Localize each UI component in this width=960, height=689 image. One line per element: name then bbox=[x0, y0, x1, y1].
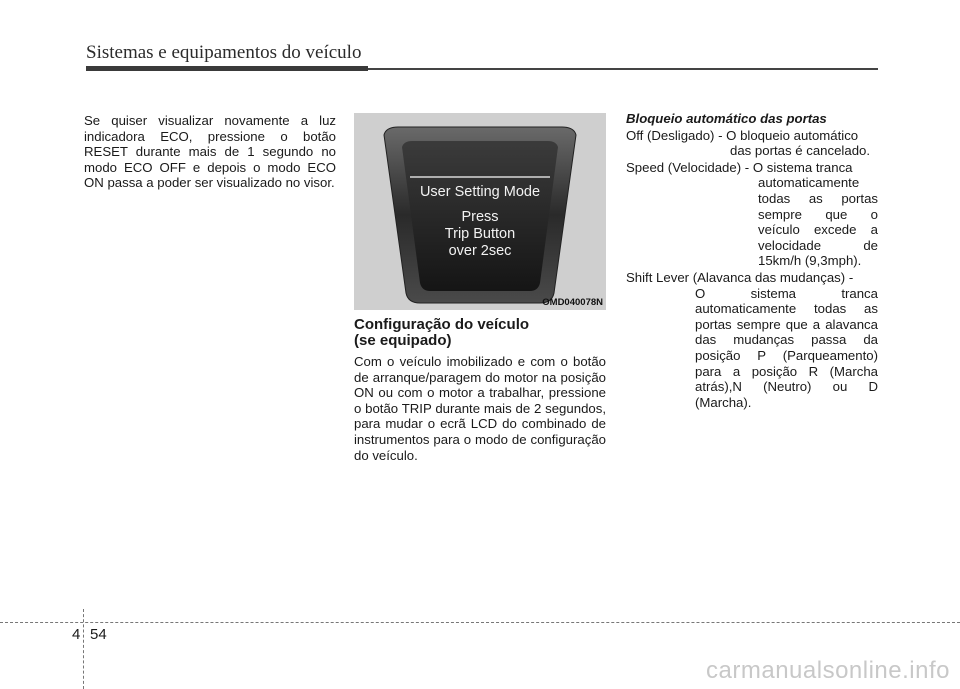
lcd-screen-line3: over 2sec bbox=[448, 243, 512, 259]
lcd-screen-title: User Setting Mode bbox=[419, 184, 541, 200]
option-desc: O sistema tranca automaticamente todas as portas sempre que a alavanca das mudanças passa da posição P (Parqueamento) para a posição R (Marcha atrás),N (Neutro) ou D (Marcha). bbox=[695, 285, 878, 410]
figure-code: OMD040078N bbox=[542, 297, 603, 308]
lcd-illustration bbox=[354, 113, 606, 310]
option-term: Shift Lever (Alavanca das mudanças) - bbox=[626, 269, 854, 285]
page-header-title: Sistemas e equipamentos do veículo bbox=[86, 42, 362, 63]
watermark: carmanualsonline.info bbox=[706, 657, 950, 684]
lcd-screen-line1: Press bbox=[461, 209, 499, 225]
chapter-number: 4 bbox=[72, 626, 81, 643]
option-off bbox=[626, 128, 878, 159]
option-speed bbox=[626, 160, 878, 269]
footer-rule bbox=[0, 622, 960, 623]
option-term: Speed (Velocidade) - O sistema tranca bbox=[626, 159, 853, 175]
option-term: Off (Desligado) - O bloqueio automático bbox=[626, 127, 859, 143]
section-title-line2: (se equipado) bbox=[354, 332, 452, 349]
option-desc: das portas é cancelado. bbox=[730, 143, 871, 159]
page-number: 54 bbox=[90, 626, 107, 643]
header-rule-accent bbox=[86, 66, 368, 71]
option-shift-lever bbox=[626, 270, 878, 410]
footer-divider bbox=[83, 609, 84, 689]
door-lock-column bbox=[626, 111, 878, 411]
eco-paragraph: Se quiser visualizar novamente a luz indicadora ECO, pressione o botão RESET durante mais de 1 segundo no modo ECO OFF e depois o modo ECO ON passa a poder ser visualizado no visor. bbox=[84, 113, 336, 191]
option-desc: automaticamente todas as portas sempre que o veículo excede a velocidade de 15km/h (9,3mph). bbox=[758, 175, 878, 269]
section-title bbox=[354, 317, 614, 349]
section-title-line1: Configuração do veículo bbox=[354, 316, 530, 333]
door-lock-subtitle: Bloqueio automático das portas bbox=[626, 111, 827, 126]
section-body: Com o veículo imobilizado e com o botão de arranque/paragem do motor na posição ON ou com o motor a trabalhar, pressione o botão TRIP durante mais de 2 segundos, para mudar o ecrã LCD do combinado de instrumentos para o modo de configuração do veículo. bbox=[354, 354, 606, 463]
lcd-screen-line2: Trip Button bbox=[444, 226, 516, 242]
